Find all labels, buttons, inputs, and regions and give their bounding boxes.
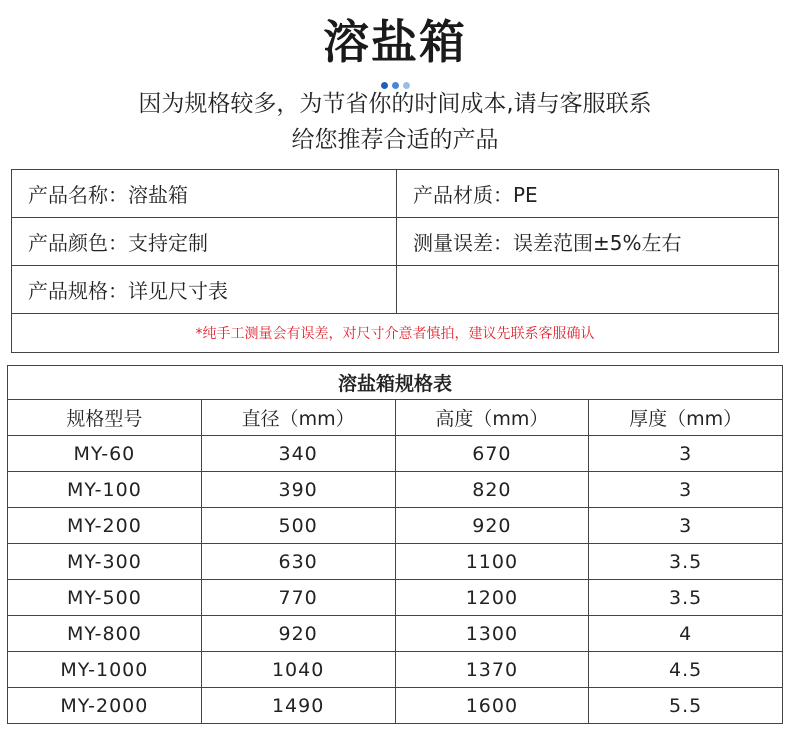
info-row [12, 170, 778, 218]
measurement-note: *纯手工测量会有误差，对尺寸介意者慎拍，建议先联系客服确认 [195, 326, 595, 342]
cell-height: 1370 [395, 652, 589, 688]
decorative-dots [0, 74, 790, 84]
cell-model: MY-500 [8, 580, 202, 616]
table-row [8, 616, 783, 652]
cell-height: 820 [395, 472, 589, 508]
cell-diameter: 340 [201, 436, 395, 472]
header-model: 规格型号 [8, 400, 202, 436]
cell-model: MY-300 [8, 544, 202, 580]
spec-table-header-row [8, 400, 783, 436]
cell-diameter: 1490 [201, 688, 395, 724]
spec-table-caption: 溶盐箱规格表 [8, 366, 783, 400]
table-row [8, 688, 783, 724]
info-row [12, 314, 778, 352]
cell-thickness: 3 [589, 436, 783, 472]
subtitle-line-1: 因为规格较多，为节省你的时间成本,请与客服联系 [138, 91, 652, 117]
cell-height: 1200 [395, 580, 589, 616]
info-row [12, 266, 778, 314]
cell-model: MY-2000 [8, 688, 202, 724]
product-name: 产品名称：溶盐箱 [12, 170, 397, 217]
spec-table-caption-row [8, 366, 783, 400]
cell-diameter: 770 [201, 580, 395, 616]
cell-height: 1100 [395, 544, 589, 580]
table-row [8, 508, 783, 544]
cell-diameter: 390 [201, 472, 395, 508]
cell-model: MY-100 [8, 472, 202, 508]
cell-diameter: 1040 [201, 652, 395, 688]
cell-thickness: 3.5 [589, 580, 783, 616]
subtitle-line-2: 给您推荐合适的产品 [291, 127, 499, 153]
cell-height: 1600 [395, 688, 589, 724]
cell-model: MY-60 [8, 436, 202, 472]
cell-height: 920 [395, 508, 589, 544]
cell-thickness: 3.5 [589, 544, 783, 580]
empty-cell [397, 266, 778, 313]
cell-height: 1300 [395, 616, 589, 652]
cell-thickness: 4 [589, 616, 783, 652]
cell-thickness: 3 [589, 508, 783, 544]
page-title: 溶盐箱 [323, 15, 467, 69]
cell-thickness: 5.5 [589, 688, 783, 724]
table-row [8, 580, 783, 616]
header-height: 高度（mm） [395, 400, 589, 436]
product-color: 产品颜色：支持定制 [12, 218, 397, 265]
product-material: 产品材质：PE [413, 183, 538, 207]
cell-diameter: 500 [201, 508, 395, 544]
cell-model: MY-800 [8, 616, 202, 652]
table-row [8, 436, 783, 472]
info-row [12, 218, 778, 266]
header-diameter: 直径（mm） [201, 400, 395, 436]
cell-thickness: 4.5 [589, 652, 783, 688]
table-row [8, 544, 783, 580]
cell-diameter: 630 [201, 544, 395, 580]
header-thickness: 厚度（mm） [589, 400, 783, 436]
measurement-error: 测量误差：误差范围±5%左右 [413, 231, 682, 255]
cell-thickness: 3 [589, 472, 783, 508]
product-spec: 产品规格：详见尺寸表 [12, 266, 397, 313]
cell-diameter: 920 [201, 616, 395, 652]
cell-height: 670 [395, 436, 589, 472]
product-info-table [11, 169, 779, 353]
table-row [8, 652, 783, 688]
spec-table [7, 365, 783, 724]
cell-model: MY-200 [8, 508, 202, 544]
cell-model: MY-1000 [8, 652, 202, 688]
table-row [8, 472, 783, 508]
